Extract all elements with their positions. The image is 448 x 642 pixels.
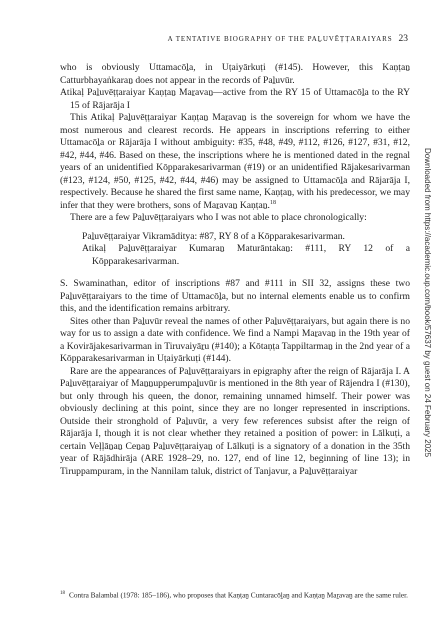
footnote-ref-18[interactable]: 18 bbox=[269, 199, 276, 206]
download-watermark bbox=[420, 148, 434, 498]
paragraph-2-text: This Atikaḷ Paḻuvēṭṭaraiyar Kaṇṭaṉ Maṟavaṉ is the sovereign for whom we have the most numerous and clearest records. He appears in inscriptions referring to either Uttamacōḻa or Rājarāja I without ambiguity: #35, #48, #49, #112, #126, #127, #31, #12, #42, #44, #46. Based on these, the inscriptions where he is mentioned dated in the regnal years of an unidentified Kōpparakesarivarman (#19) or an unidentified Rājakesarivarman (#123, #124, #50, #125, #42, #44, #46) may be assigned to Uttamacōḻa and Rājarāja I, respectively. Because he shared the first same name, Kaṇṭaṉ, with his predecessor, we may infer that they were brothers, sons of Maṟavaṉ Kaṇṭaṉ. bbox=[60, 112, 410, 211]
paragraph-6: Rare are the appearances of Paḻuvēṭṭaraiyars in epigraphy after the reign of Rājarāja I. A Paḻuvēṭṭaraiyar of Maṉṉupperumpaḻuvūr is mentioned in the 8th year of Rājendra I (#130), but only through his queen, the donor, remaining unnamed himself. Their power was obviously declining at this point, since they are no longer represented in inscriptions. Outside their stronghold of Paḻuvūr, a very few references subsist after the reign of Rājarāja I, though it is not clear whether they retained a position of power: in Lālkuṭi, a certain Veḷḷāṉaṉ Ceṉaṉ Paḻuvēṭṭaraiyaṉ of Lālkuṭi is a signatory of a donation in the 35th year of Rājādhirāja (ARE 1928–29, no. 127, end of line 12, beginning of line 13); in Tiruppampuram, in the Nannilam taluk, district of Tanjavur, a Paḻuvēṭṭaraiyar bbox=[60, 365, 410, 477]
running-title: A TENTATIVE BIOGRAPHY OF THE PAḺUVĒṬṬARAIYARS bbox=[167, 35, 393, 43]
unplaced-list bbox=[82, 231, 410, 269]
section-subhead: Atikaḷ Paḻuvēṭṭaraiyar Kaṇṭaṉ Maṟavaṉ—active from the RY 15 of Uttamacōḻa to the RY 15 of Rājarāja I bbox=[60, 87, 410, 111]
main-text bbox=[60, 62, 410, 478]
list-item-2: Atikaḷ Paḻuvēṭṭaraiyar Kumaraṉ Maturāntakaṉ: #111, RY 12 of a Kōpparakesarivarman. bbox=[82, 243, 410, 267]
paragraph-4: S. Swaminathan, editor of inscriptions #87 and #111 in SII 32, assigns these two Paḻuvēṭṭaraiyars to the time of Uttamacōḻa, but no internal elements enable us to confirm this, and the identification remains arbitrary. bbox=[60, 278, 410, 314]
footnote-text: Contra Balambal (1978: 185–186), who proposes that Kaṇṭaṉ Cuntaracōḻaṉ and Kaṇṭaṉ Maṟavaṉ are the same ruler. bbox=[69, 590, 408, 600]
footnote-18 bbox=[60, 589, 410, 600]
download-note: Downloaded from https://academic.oup.com/book/57637 by guest on 24 February 2025 bbox=[423, 148, 432, 458]
running-header bbox=[96, 34, 408, 44]
footnote-number: 18 bbox=[60, 591, 65, 596]
page-number: 23 bbox=[398, 34, 408, 44]
paragraph-1: who is obviously Uttamacōḻa, in Uṭaiyārkuṭi (#145). However, this Kaṇṭaṉ Catturbhayaṅkaraṉ does not appear in the records of Paḻuvūr. bbox=[60, 62, 410, 86]
paragraph-5: Sites other than Paḻuvūr reveal the names of other Paḻuvēṭṭaraiyars, but again there is no way for us to assign a date with confidence. We find a Nampi Maṟavaṉ in the 19th year of a Kovirājakesarivarman in Tiruvaiyāṟu (#140); a Kōtaṇṭa Tappiltarmaṉ in the 2nd year of a Kōpparakesarivarman in Uṭaiyārkuṭi (#144). bbox=[60, 315, 410, 364]
paragraph-2 bbox=[60, 112, 410, 212]
paragraph-3: There are a few Paḻuvēṭṭaraiyars who I was not able to place chronologically: bbox=[70, 212, 367, 223]
list-item-1: Paḻuvēṭṭaraiyar Vikramāditya: #87, RY 8 of a Kōpparakesarivarman. bbox=[82, 230, 345, 242]
